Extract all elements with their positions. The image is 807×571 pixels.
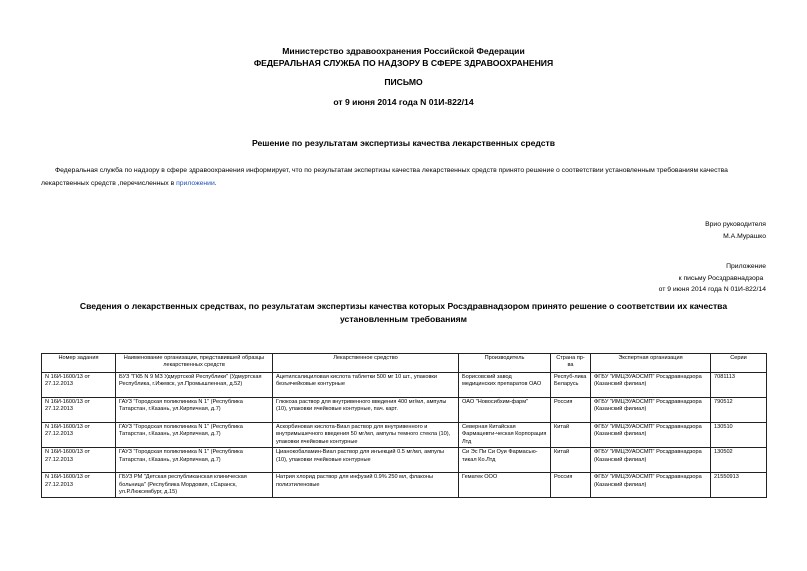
signer-name: М.А.Мурашко: [723, 232, 766, 240]
manufacturer: Северная Китайская Фармацевти-ческая Корпорация Лтд: [459, 423, 551, 448]
table-row: [42, 423, 767, 448]
organization: ГАУЗ "Городская поликлиника N 1" (Республика Татарстан, г.Казань, ул.Кирпичная, д.7): [116, 398, 273, 423]
country: Китай: [551, 423, 591, 448]
document-date: от 9 июня 2014 года N 01И-822/14: [333, 97, 474, 107]
country: Россия: [551, 398, 591, 423]
manufacturer: Борисовский завод медицинских препаратов ОАО: [459, 373, 551, 398]
intro-text: Федеральная служба по надзору в сфере здравоохранения информирует, что по результатам экспертизы качества лекарственных средств принято решение о соответствии установленным требованиям качества лекарственных средств ,перечисленных в: [41, 167, 728, 187]
task-number: N 16И-1600/13 от 27.12.2013: [42, 373, 116, 398]
drug: Ацетилсалициловая кислота таблетки 500 мг 10 шт., упаковки безъячейковые контурные: [273, 373, 459, 398]
appendix-ref: к письму Росздравнадзора: [678, 274, 764, 282]
appendix-label: Приложение: [726, 263, 766, 270]
series: 7081113: [711, 373, 767, 398]
table-header-row: [42, 354, 767, 373]
task-number: N 16И-1600/13 от 27.12.2013: [42, 448, 116, 473]
drug: Глюкоза раствор для внутривенного введения 400 мг/мл, ампулы (10), упаковки ячейковые контурные, пач. карт.: [273, 398, 459, 423]
manufacturer: ОАО "Новосибхим-фарм": [459, 398, 551, 423]
task-number: N 16И-1600/13 от 27.12.2013: [42, 473, 116, 498]
col-header: Производитель: [459, 354, 551, 373]
drug: Цианокобаламин-Виал раствор для инъекций 0.5 мг/мл, ампулы (10), упаковки ячейковые контурные: [273, 448, 459, 473]
letter-title: Решение по результатам экспертизы качества лекарственных средств: [251, 138, 556, 148]
drug: Натрия хлорид раствор для инфузий 0.9% 250 мл, флаконы полиэтиленовые: [273, 473, 459, 498]
expert-org: ФГБУ "ИМЦЭУАОСМП" Росздравнадзора (Казанский филиал): [591, 423, 711, 448]
table-row: [42, 373, 767, 398]
intro-paragraph: [41, 165, 766, 190]
service-name: ФЕДЕРАЛЬНАЯ СЛУЖБА ПО НАДЗОРУ В СФЕРЕ ЗДРАВООХРАНЕНИЯ: [253, 58, 554, 68]
series: 790512: [711, 398, 767, 423]
series: 130510: [711, 423, 767, 448]
manufacturer: Си Эс Пи Си Оуи Фармасью-тикал Ко.Лтд: [459, 448, 551, 473]
expert-org: ФГБУ "ИМЦЭУАОСМП" Росздравнадзора (Казанский филиал): [591, 398, 711, 423]
table-row: [42, 473, 767, 498]
country: Россия: [551, 473, 591, 498]
col-header: Номер задания: [42, 354, 116, 373]
organization: ГАУЗ "Городская поликлиника N 1" (Республика Татарстан, г.Казань, ул.Кирпичная, д.7): [116, 448, 273, 473]
ministry-name: Министерство здравоохранения Российской Федерации: [282, 46, 525, 56]
intro-end: .: [214, 179, 217, 187]
country: Респуб-лика Беларусь: [551, 373, 591, 398]
col-header: Наименование организации, представившей образцы лекарственных средств: [116, 354, 273, 373]
drugs-table: [41, 353, 767, 498]
col-header: Экспертная организация: [591, 354, 711, 373]
signature-block: [705, 219, 766, 242]
expert-org: ФГБУ "ИМЦЭУАОСМП" Росздравнадзора (Казанский филиал): [591, 373, 711, 398]
appendix-header: [659, 261, 766, 296]
document-type: ПИСЬМО: [384, 77, 423, 87]
expert-org: ФГБУ "ИМЦЭУАОСМП" Росздравнадзора (Казанский филиал): [591, 448, 711, 473]
organization: ГАУЗ "Городская поликлиника N 1" (Республика Татарстан, г.Казань, ул.Кирпичная, д.7): [116, 423, 273, 448]
col-header: Лекарственное средство: [273, 354, 459, 373]
appendix-date: от 9 июня 2014 года N 01И-822/14: [658, 286, 766, 293]
signer-position: Врио руководителя: [705, 221, 766, 228]
series: 21550913: [711, 473, 767, 498]
table-row: [42, 398, 767, 423]
task-number: N 16И-1600/13 от 27.12.2013: [42, 398, 116, 423]
organization: ГБУЗ РМ "Детская республиканская клиническая больница" (Республика Мордовия, г.Саранск, ул.Р.Люксембург, д.15): [116, 473, 273, 498]
organization: БУЗ "ГКБ N 9 МЗ Удмуртской Республики" (Удмуртская Республика, г.Ижевск, ул.Промышленная, д.52): [116, 373, 273, 398]
table-row: [42, 448, 767, 473]
col-header: Серии: [711, 354, 767, 373]
task-number: N 16И-1600/13 от 27.12.2013: [42, 423, 116, 448]
manufacturer: Гематек ООО: [459, 473, 551, 498]
series: 130502: [711, 448, 767, 473]
col-header: Страна пр-ва: [551, 354, 591, 373]
appendix-link[interactable]: приложении: [176, 179, 215, 187]
country: Китай: [551, 448, 591, 473]
expert-org: ФГБУ "ИМЦЭУАОСМП" Росздравнадзора (Казанский филиал): [591, 473, 711, 498]
appendix-title: Сведения о лекарственных средствах, по результатам экспертизы качества которых Росздравнадзором принято решение о соответствии их качества установленным требованиям: [79, 301, 728, 324]
drug: Аскорбиновая кислота-Виал раствор для внутривенного и внутримышечного введения 50 мг/мл, ампулы темного стекла (10), упаковки ячейковые контурные: [273, 423, 459, 448]
